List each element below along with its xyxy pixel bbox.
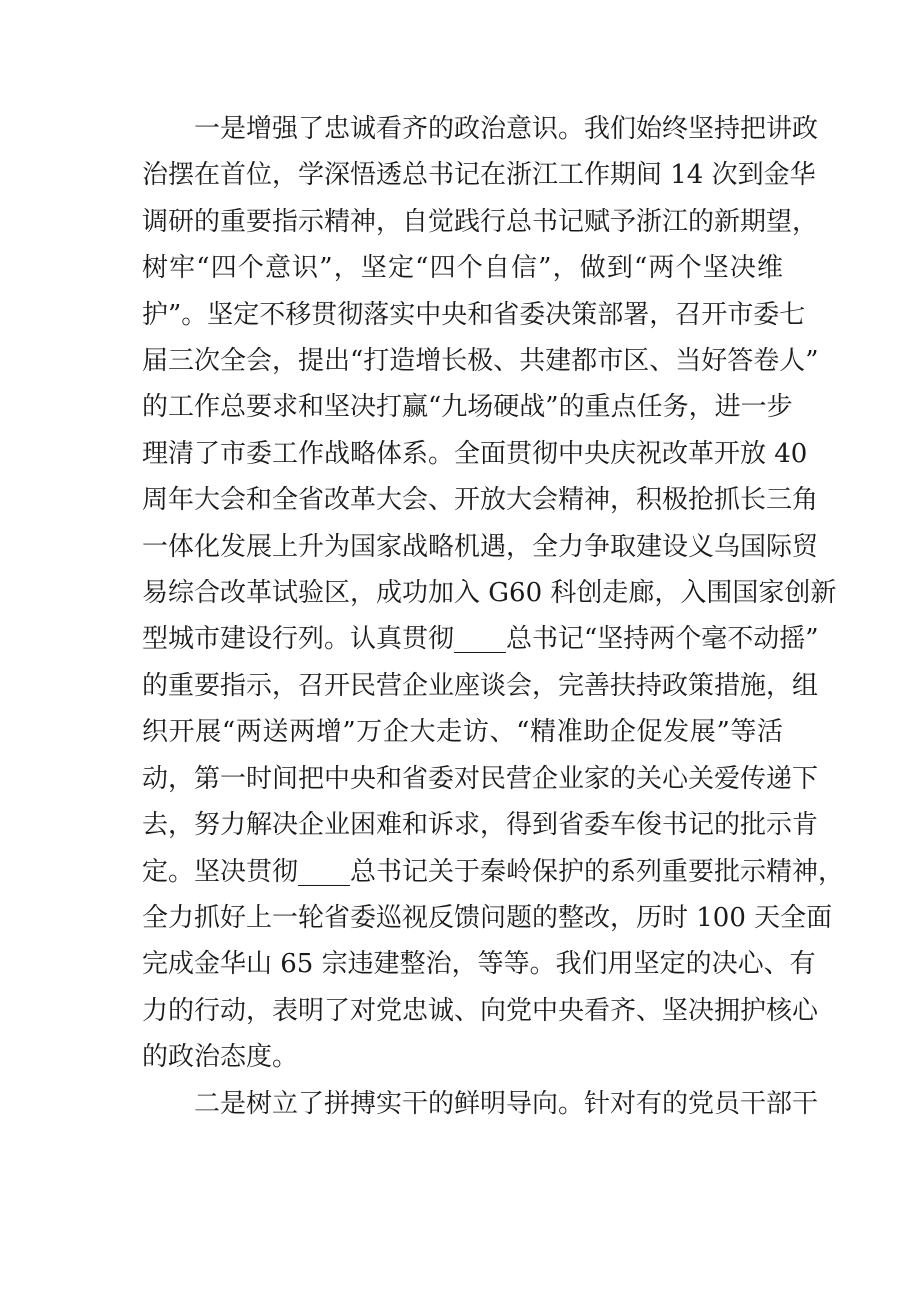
- text-line: 的重要指示，召开民营企业座谈会，完善扶持政策措施，组: [142, 670, 819, 701]
- text-line: 易综合改革试验区，成功加入 G60 科创走廊，入围国家创新: [142, 578, 837, 609]
- text-line: 调研的重要指示精神，自觉践行总书记赋予浙江的新期望，: [142, 206, 819, 237]
- text-line: 理清了市委工作战略体系。全面贯彻中央庆祝改革开放 40: [142, 438, 808, 469]
- text-line: 一是增强了忠诚看齐的政治意识。我们始终坚持把讲政: [194, 114, 819, 144]
- text-line: 力的行动，表明了对党忠诚、向党中央看齐、坚决拥护核心: [142, 995, 819, 1026]
- text-line: 届三次全会，提出“打造增长极、共建都市区、当好答卷人”: [142, 346, 819, 377]
- text-line: 一体化发展上升为国家战略机遇，全力争取建设义乌国际贸: [142, 531, 819, 562]
- text-line: 二是树立了拼搏实干的鲜明导向。针对有的党员干部干: [194, 1088, 819, 1119]
- text-line: 治摆在首位，学深悟透总书记在浙江工作期间 14 次到金华: [142, 160, 816, 191]
- text-line: 织开展“两送两增”万企大走访、“精准助企促发展”等活: [142, 717, 783, 748]
- text-line: 定。坚决贯彻____总书记关于秦岭保护的系列重要批示精神，: [142, 856, 845, 887]
- text-line: 的工作总要求和坚决打赢“九场硬战”的重点任务，进一步: [142, 392, 793, 423]
- text-line: 完成金华山 65 宗违建整治，等等。我们用坚定的决心、有: [142, 949, 816, 980]
- text-line: 树牢“四个意识”，坚定“四个自信”，做到“两个坚决维: [142, 253, 783, 284]
- text-line: 去，努力解决企业困难和诉求，得到省委车俊书记的批示肯: [142, 810, 819, 841]
- paragraph-hard-work: [142, 1081, 819, 1127]
- text-line: 护”。坚定不移贯彻落实中央和省委决策部署，召开市委七: [142, 299, 806, 330]
- text-line: 型城市建设行列。认真贯彻____总书记“坚持两个毫不动摇”: [142, 624, 819, 655]
- paragraph-loyalty: [142, 106, 845, 1081]
- text-line: 的政治态度。: [142, 1042, 299, 1073]
- text-line: 周年大会和全省改革大会、开放大会精神，积极抢抓长三角: [142, 485, 819, 516]
- text-line: 全力抓好上一轮省委巡视反馈问题的整改，历时 100 天全面: [142, 902, 833, 933]
- text-line: 动，第一时间把中央和省委对民营企业家的关心关爱传递下: [142, 763, 819, 794]
